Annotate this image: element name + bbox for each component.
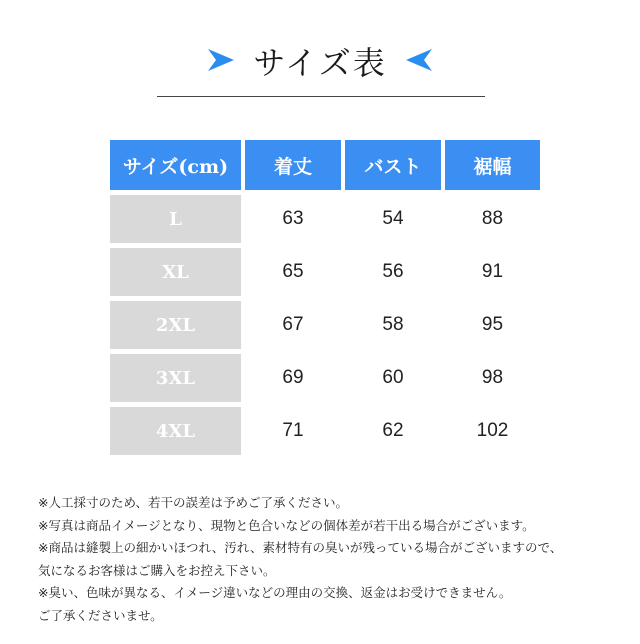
size-label: 2XL: [110, 301, 241, 349]
length-value: 63: [282, 208, 304, 229]
hem-width-value: 91: [481, 261, 504, 282]
size-label: XL: [110, 248, 241, 296]
hem-width-value: 98: [481, 367, 504, 388]
bust-value: 58: [382, 314, 404, 335]
note-line: 気になるお客様はご購入をお控え下さい。: [38, 562, 276, 578]
header-bust: バスト: [345, 140, 441, 190]
header-length: 着丈: [245, 140, 341, 190]
hem-width-value: 95: [481, 314, 504, 335]
length-value: 65: [282, 261, 304, 282]
note-line: ※臭い、色味が異なる、イメージ違いなどの理由の交換、返金はお受けできません。: [38, 585, 512, 600]
length-value: 69: [282, 367, 304, 388]
hem-width-value: 102: [476, 420, 509, 441]
size-table: [110, 140, 540, 458]
chevron-left-icon: [404, 46, 434, 74]
page-title: サイズ表: [253, 44, 387, 82]
title-row: [0, 36, 640, 84]
note-line: ※人工採寸のため、若干の誤差は予めご了承ください。: [38, 495, 348, 510]
size-label: 4XL: [110, 407, 241, 455]
header-size: サイズ(cm): [110, 140, 241, 190]
title-divider: [157, 96, 485, 97]
size-label: 3XL: [110, 354, 241, 402]
bust-value: 56: [382, 261, 404, 282]
bust-value: 60: [382, 367, 404, 388]
bust-value: 62: [382, 420, 404, 441]
header-hem-width: 裾幅: [445, 140, 540, 190]
note-line: ※商品は縫製上の細かいほつれ、汚れ、素材特有の臭いが残っている場合がございますので、: [38, 540, 563, 555]
size-label: L: [110, 195, 241, 243]
length-value: 67: [282, 314, 304, 335]
hem-width-value: 88: [481, 208, 504, 229]
length-value: 71: [282, 420, 304, 441]
bust-value: 54: [382, 208, 404, 229]
note-line: ※写真は商品イメージとなり、現物と色合いなどの個体差が若干出る場合がございます。: [38, 517, 535, 533]
note-line: ご了承くださいませ。: [38, 607, 163, 623]
notes: [38, 492, 628, 627]
